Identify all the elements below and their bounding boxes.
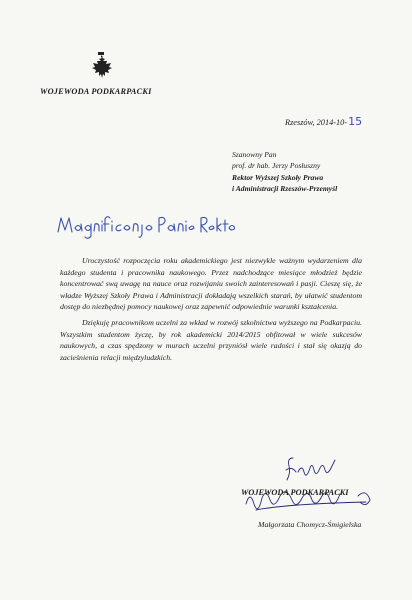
place-date-text: Rzeszów, 2014-10- [285,118,348,127]
addressee-block [232,149,337,195]
addressee-name: prof. dr hab. Jerzy Posłuszny [232,161,321,171]
addressee-greeting: Szanowny Pan [232,150,277,159]
body-paragraph-1: Uroczystość rozpoczęcia roku akademickiego jest niezwykle ważnym wydarzeniem dla każdego studenta i pracownika naukowego. Przez nadchodzące miesiące młodzież będzie koncentrować swą uwagę na nauce oraz rozwijaniu swoich zainteresowań i pasji. Cieszę się, że władze Wyższej Szkoły Prawa i Administracji dokładają wszelkich starań, by ułatwić studentom dostęp do niezbędnej pomocy naukowej oraz zapewnić odpowiednie warunki kształcenia. [60,256,362,312]
eagle-emblem-icon [88,52,114,82]
signatory-name: Małgorzata Chomycz-Śmigielska [258,520,362,529]
body-paragraph-2: Dziękuję pracownikom uczelni za wkład w rozwój szkolnictwa wyższego na Podkarpaciu. Wszystkim studentom życzę, by rok akademicki 2014/2015 obfitował w wiele sukcesów naukowych, a czas spędzony w murach uczelni przyniósł wiele radości i stał się okazją do zacieśnienia relacji międzyludzkich. [60,317,362,362]
handwritten-salutation [55,210,235,244]
addressee-institution: i Administracji Rzeszów-Przemyśl [232,184,338,194]
office-title: WOJEWODA PODKARPACKI [40,87,152,96]
place-date [285,115,362,128]
date-day-handwritten: 15 [348,115,363,128]
letter-body [60,255,362,367]
addressee-position: Rektor Wyższej Szkoły Prawa [232,172,324,182]
signature-title: WOJEWODA PODKARPACKI [241,488,349,497]
